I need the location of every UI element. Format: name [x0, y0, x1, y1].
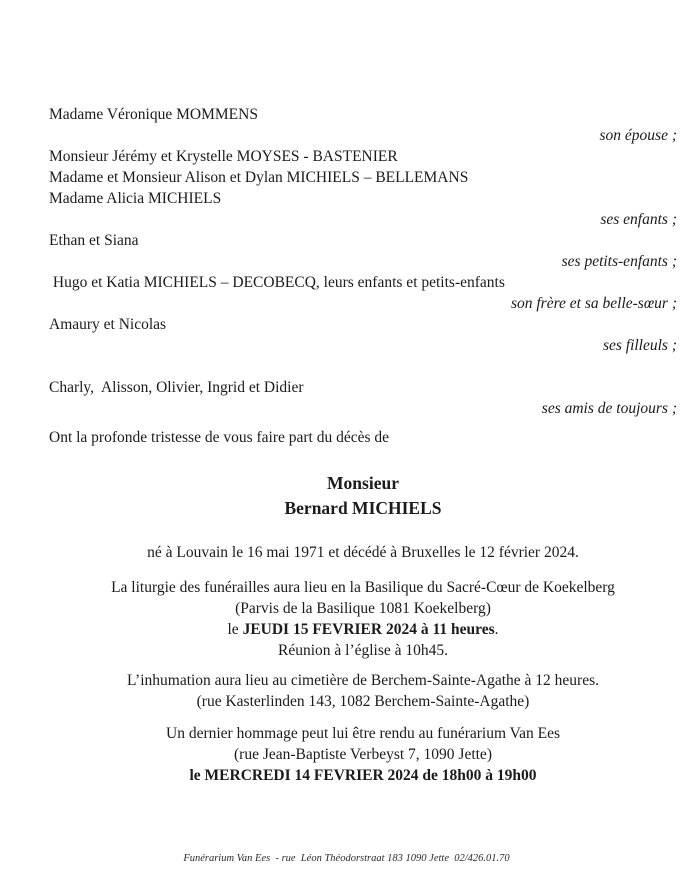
relation-label-grandchildren: ses petits-enfants ;: [561, 253, 677, 270]
relation-label-brother: son frère et sa belle-sœur ;: [510, 295, 677, 312]
ceremony-meeting-line: Réunion à l’église à 10h45.: [277, 642, 449, 659]
ceremony-section: [49, 577, 677, 661]
family-member-line: Charly, Alisson, Olivier, Ingrid et Didier: [49, 379, 304, 396]
family-member-line: Hugo et Katia MICHIELS – DECOBECQ, leurs enfants et petits-enfants: [49, 274, 505, 291]
tribute-section: [49, 723, 677, 786]
burial-address-line: (rue Kasterlinden 143, 1082 Berchem-Sainte-Agathe): [196, 693, 530, 710]
family-member-line: Monsieur Jérémy et Krystelle MOYSES - BASTENIER: [49, 148, 398, 165]
blank-line: [49, 356, 677, 377]
ceremony-location-line: La liturgie des funérailles aura lieu en la Basilique du Sacré-Cœur de Koekelberg: [111, 579, 615, 596]
tribute-info-line: Un dernier hommage peut lui être rendu au funérarium Van Ees: [166, 725, 560, 742]
life-dates-line: né à Louvain le 16 mai 1971 et décédé à Bruxelles le 12 février 2024.: [147, 544, 579, 561]
family-member-line: Madame Véronique MOMMENS: [49, 106, 258, 123]
family-member-line: Amaury et Nicolas: [49, 316, 167, 333]
relation-label-friends: ses amis de toujours ;: [541, 400, 677, 417]
deceased-title: Monsieur: [327, 473, 399, 493]
family-member-line: Madame et Monsieur Alison et Dylan MICHIELS – BELLEMANS: [49, 169, 469, 186]
family-section: [49, 104, 677, 419]
relation-label-spouse: son épouse ;: [599, 127, 677, 144]
relation-label-godsons: ses filleuls ;: [602, 337, 677, 354]
ceremony-date-line: [49, 619, 677, 640]
tribute-date-line: le MERCREDI 14 FEVRIER 2024 de 18h00 à 19h00: [189, 767, 537, 784]
ceremony-address-line: (Parvis de la Basilique 1081 Koekelberg): [235, 600, 491, 617]
ceremony-date-prefix: le: [227, 621, 243, 638]
tribute-address-line: (rue Jean-Baptiste Verbeyst 7, 1090 Jette): [234, 746, 492, 763]
deceased-name: Bernard MICHIELS: [284, 498, 442, 518]
family-member-line: Ethan et Siana: [49, 232, 139, 249]
ceremony-date-suffix: .: [494, 621, 499, 638]
announcement-line: Ont la profonde tristesse de vous faire part du décès de: [49, 429, 390, 446]
deceased-header: [49, 471, 677, 521]
burial-section: [49, 670, 677, 712]
ceremony-date-bold: JEUDI 15 FEVRIER 2024 à 11 heures: [242, 621, 495, 638]
burial-info-line: L’inhumation aura lieu au cimetière de Berchem-Sainte-Agathe à 12 heures.: [127, 672, 599, 689]
family-member-line: Madame Alicia MICHIELS: [49, 190, 222, 207]
funeral-home-footer: Funérarium Van Ees - rue Léon Théodorstraat 183 1090 Jette 02/426.01.70: [183, 853, 510, 864]
relation-label-children: ses enfants ;: [600, 211, 677, 228]
